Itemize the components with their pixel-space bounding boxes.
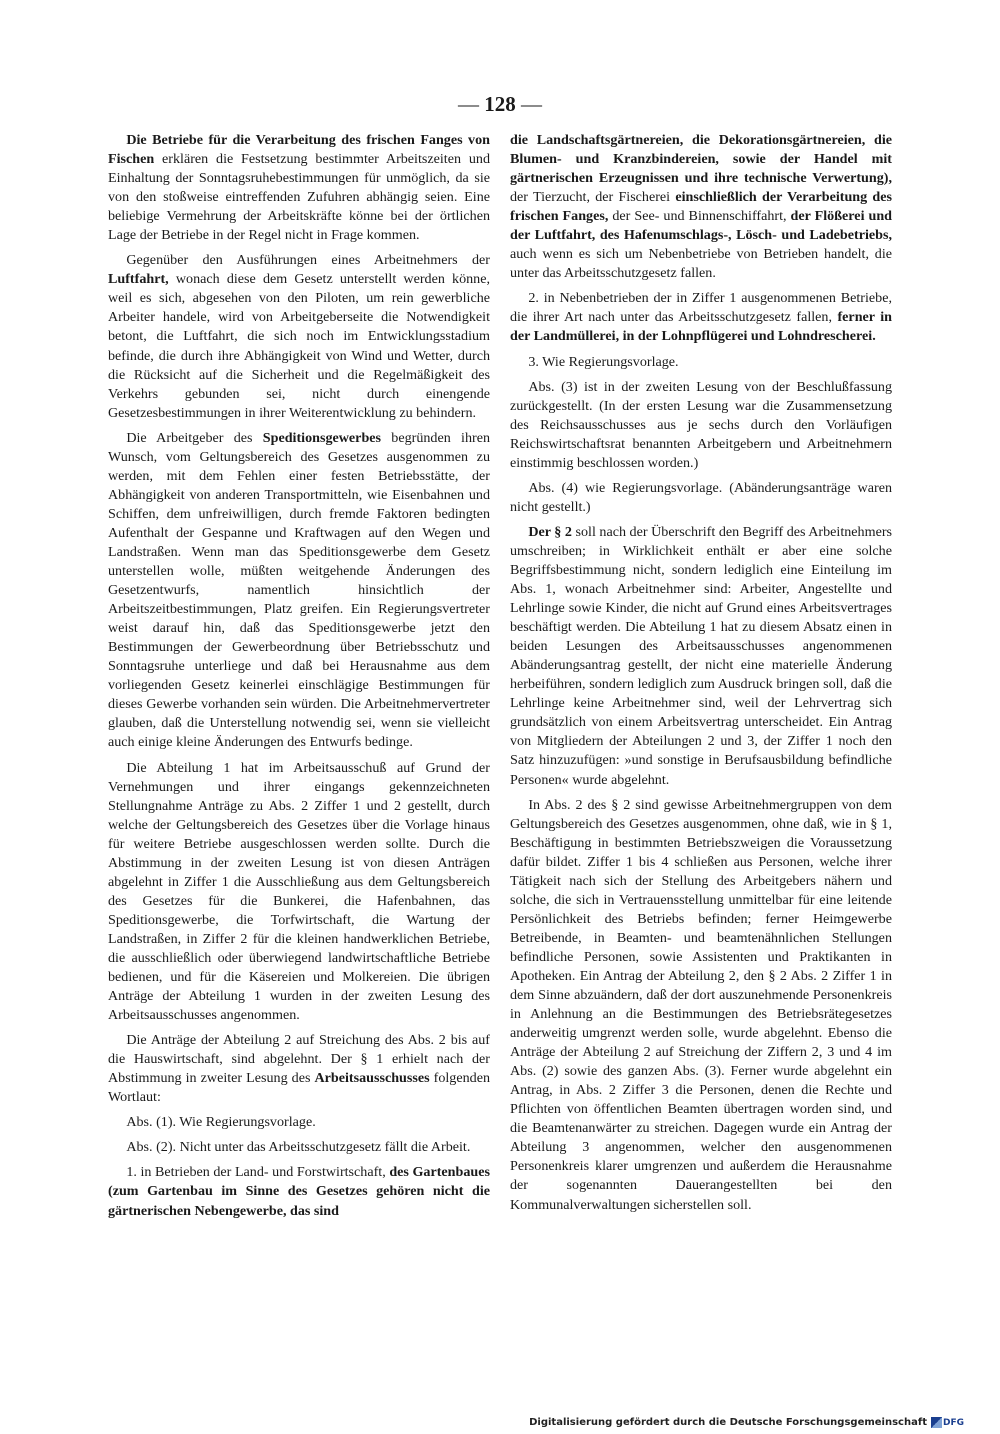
list-item xyxy=(510,289,892,346)
text: auch wenn es sich um Nebenbetriebe von Betrieben handelt, die unter das Arbeitsschutzgesetz fallen. xyxy=(510,246,892,282)
text: begründen ihren Wunsch, vom Geltungsbereich des Gesetzes ausgenommen zu werden, mit dem Fehlen einer festen Betriebsstätte, der Abhängigkeit von anderen Transportmitteln, wie Eisenbahnen und Schiffen, dem unfreiwilligen, durch fremde Faktoren bedingten Aufenthalt der Gespanne und Kraftwagen auf den Wegen und Landstraßen. Wenn man das Speditionsgewerbe dem Gesetz unterstellen wolle, müßten weitgehende Änderungen des Gesetzentwurfs, namentlich hinsichtlich der Arbeitszeitbestimmungen, Platz greifen. Ein Regierungsvertreter weist darauf hin, daß das Speditionsgewerbe jetzt den Bestimmungen der Gewerbeordnung über Betriebsschutz und Sonntagsruhe unterliege und daß bei Herausnahme aus dem vorliegenden Gesetz keinerlei einschlägige Bestimmungen für dieses Gewerbe vorhanden sein würden. Die Arbeitnehmervertreter glauben, daß die Unterstellung notwendig sei, wenn sie vielleicht auch einige kleine Änderungen des Entwurfs bedinge. xyxy=(108,429,490,751)
paragraph: Die Abteilung 1 hat im Arbeitsausschuß auf Grund der Vernehmungen und ihrer eingangs gekennzeichneten Stellungnahme Anträge zu Abs. 2 Ziffer 1 und 2 gestellt, durch welche der Geltungsbereich des Gesetzes über die Vorlage hinaus für weitere Betriebe ausgeschlossen werden sollte. Durch die Abstimmung in der zweiten Lesung ist von diesen Anträgen abgelehnt in Ziffer 1 die Ausschließung aus dem Geltungsbereich des Gesetzes für die Bunkerei, die Hafenbahnen, das Speditionsgewerbe, die Torfwirtschaft, die Wartung der Landstraßen, in Ziffer 2 für die kleinen handwerklichen Betriebe, die ausschließlich oder überwiegend landwirtschaftliche Betriebe bedienen, und für die Käsereien und Molkereien. Die übrigen Anträge der Abteilung 1 wurden in der zweiten Lesung des Arbeitsausschusses angenommen. xyxy=(108,759,490,1024)
dfg-logo-icon xyxy=(931,1417,942,1428)
paragraph xyxy=(108,251,490,422)
page-number-dash-right: — xyxy=(521,92,542,116)
bold-text: Die Betriebe für die Verarbeitung des frischen Fanges von Fischen xyxy=(108,132,490,168)
bold-text: Arbeitsausschusses xyxy=(314,1070,430,1087)
bold-text: Luftfahrt, xyxy=(108,271,169,288)
paragraph xyxy=(108,429,490,753)
bold-text: der Flößerei und der Luftfahrt, des Hafenumschlags-, Lösch- und Ladebetriebs, xyxy=(510,208,893,244)
footer xyxy=(529,1417,964,1428)
page-number-dash-left: — xyxy=(458,92,479,116)
bold-text: des Gartenbaues (zum Gartenbau im Sinne des Gesetzes gehören nicht die gärtnerischen Nebengewerbe, das sind xyxy=(108,1164,490,1219)
text: der See- und Binnenschiffahrt, xyxy=(608,208,791,225)
paragraph xyxy=(108,1031,490,1107)
left-column xyxy=(108,131,490,1221)
page-number xyxy=(0,92,1000,117)
list-item xyxy=(108,1163,490,1220)
bold-text: Der § 2 xyxy=(528,523,572,540)
bold-text: einschließlich der Verarbeitung des frischen Fanges, xyxy=(510,189,892,225)
text: folgenden Wortlaut: xyxy=(108,1070,490,1106)
paragraph xyxy=(108,131,490,245)
footer-text: Digitalisierung gefördert durch die Deutsche Forschungsgemeinschaft xyxy=(529,1417,927,1428)
paragraph: Abs. (1). Wie Regierungsvorlage. xyxy=(126,1114,316,1131)
text: soll nach der Überschrift den Begriff des Arbeitnehmers umschreiben; in Wirklichkeit enthält er aber eine solche Begriffsbestimmung nicht, sondern lediglich eine Einteilung im Abs. 1, wonach Arbeitnehmer sind: Arbeiter, Angestellte und Lehrlinge sowie Kinder, die nicht auf Grund eines Arbeitsvertrages beschäftigt werden. Die Abteilung 1 hat zu diesem Absatz einen in beiden Lesungen des Arbeitsausschusses angenommenen Abänderungsantrag gestellt, der nicht eine materielle Änderung herbeiführen, sondern lediglich zum Ausdruck bringen soll, daß die Lehrlinge keine Arbeitnehmer sind, weil der Lehrvertrag sich grundsätzlich von einem Arbeitsvertrag unterscheidet. Ein Antrag von Mitgliedern der Abteilungen 2 und 3, der Ziffer 1 noch den Satz hinzuzufügen: »und sonstige in Berufsausbildung befindliche Personen« wurde abgelehnt. xyxy=(510,523,892,788)
list-item: 3. Wie Regierungsvorlage. xyxy=(528,353,679,370)
page-number-value: 128 xyxy=(484,92,516,116)
bold-text: Speditionsgewerbes xyxy=(262,429,382,446)
bold-text: ferner in der Landmüllerei, in der Lohnpflügerei und Lohndrescherei. xyxy=(510,309,893,345)
bold-text: die Landschaftsgärtnereien, die Dekorationsgärtnereien, die Blumen- und Kranzbindereien, sowie der Handel mit gärtnerischen Erzeugnissen und ihre technische Verwertung), xyxy=(510,132,892,187)
paragraph: Abs. (3) ist in der zweiten Lesung von der Beschlußfassung zurückgestellt. (In der ersten Lesung war die Zusammensetzung des Reichsausschusses aus je sechs durch den Vorläufigen Reichswirtschaftsrat benannten Arbeitgebern und Arbeitnehmern einstimmig beschlossen worden.) xyxy=(510,378,892,471)
paragraph xyxy=(510,523,892,790)
text: Gegenüber den Ausführungen eines Arbeitnehmers der xyxy=(126,252,490,269)
text: Die Arbeitgeber des xyxy=(126,429,263,446)
paragraph: In Abs. 2 des § 2 sind gewisse Arbeitnehmergruppen von dem Geltungsbereich des Gesetzes ausgenommen, ohne daß, wie in § 1, Beschäftigung in bestimmten Betriebszweigen die Voraussetzung dafür bildet. Ziffer 1 bis 4 schließen aus Personen, welche ihrer Tätigkeit nach sich der Stellung des Arbeitgebers nähern und solche, die sich in Vertrauensstellung unmittelbar für eine leitende Persönlichkeit des Betriebs befinden; ferner Heimgewerbe Betreibende, in Beamten- und beamtenähnlichen Stellungen befindliche Personen, sowie Assistenten und Praktikanten in Apotheken. Ein Antrag der Abteilung 2, den § 2 Abs. 2 Ziffer 1 in dem Sinne abzuändern, daß der dort auszunehmende Personenkreis in Anlehnung an die Bestimmungen des Betriebsrätegesetzes anderweitig umgrenzt werden solle, wurde abgelehnt. Ebenso die Anträge der Abteilung 2 auf Streichung der Ziffern 2, 3 und 4 im Abs. (2) sowie des ganzen Abs. (3). Ferner wurde abgelehnt ein Antrag, in Abs. 2 Ziffer 3 die Personen, denen die Rechte und Pflichten von öffentlichen Beamten übertragen worden sind, und die Beamtenanwärter zu streichen. Dagegen wurde ein Antrag der Abteilung 3 angenommen, welcher den ausgenommenen Personenkreis klarer umgrenzen und außerdem die Herausnahme der sogenannten Dauerangestellten bei den Kommunalverwaltungen sicherstellen soll. xyxy=(510,796,892,1213)
paragraph xyxy=(510,131,892,283)
text: 1. in Betrieben der Land- und Forstwirtschaft, xyxy=(126,1164,390,1181)
dfg-logo xyxy=(931,1417,964,1428)
text: wonach diese dem Gesetz unterstellt werden könne, weil es sich, abgesehen von den Piloten, um rein gewerbliche Arbeiter handele, wird von Arbeitgeberseite die Notwendigkeit betont, die Luftfahrt, die sich noch im Entwicklungsstadium befinde, die durch ihre Abhängigkeit von Wind und Wetter, durch die Rücksicht auf die Sicherheit und die Regelmäßigkeit des Verkehrs gebunden sei, nicht durch einengende Gesetzesbestimmungen in ihrer Weiterentwicklung zu behindern. xyxy=(108,271,490,421)
text: 2. in Nebenbetrieben der in Ziffer 1 ausgenommenen Betriebe, die ihrer Art nach unter das Arbeitsschutzgesetz fallen, xyxy=(510,290,892,326)
paragraph: Abs. (2). Nicht unter das Arbeitsschutzgesetz fällt die Arbeit. xyxy=(126,1139,471,1156)
dfg-logo-text: DFG xyxy=(942,1417,964,1428)
paragraph: Abs. (4) wie Regierungsvorlage. (Abänderungsanträge waren nicht gestellt.) xyxy=(510,479,892,515)
text: Die Anträge der Abteilung 2 auf Streichung des Abs. 2 bis auf die Hauswirtschaft, sind abgelehnt. Der § 1 erhielt nach der Abstimmung in zweiter Lesung des xyxy=(108,1032,490,1087)
right-column xyxy=(510,131,892,1215)
text: der Tierzucht, der Fischerei xyxy=(510,189,676,206)
text: erklären die Festsetzung bestimmter Arbeitszeiten und Einhaltung der Sonntagsruhebestimmungen für unmöglich, da sie von den stoßweise eintreffenden Zufuhren abhängig seien. Eine beliebige Vermehrung der Arbeitskräfte könne bei der örtlichen Lage der Betriebe in der Regel nicht in Frage kommen. xyxy=(108,151,490,244)
